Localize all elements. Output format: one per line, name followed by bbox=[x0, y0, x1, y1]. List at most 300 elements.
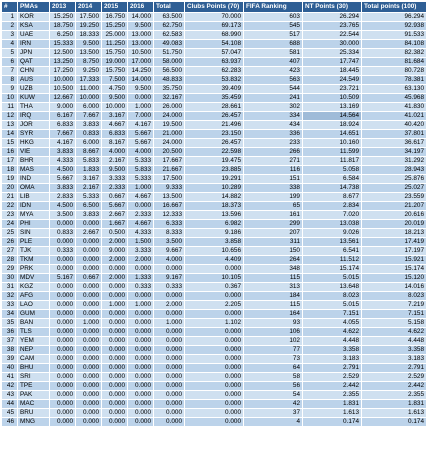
cell-total-points[interactable]: 3.183 bbox=[362, 355, 427, 364]
cell-2014[interactable]: 0.667 bbox=[76, 274, 102, 283]
cell-total-points[interactable]: 25.027 bbox=[362, 184, 427, 193]
cell-2015[interactable]: 2.000 bbox=[102, 256, 128, 265]
cell-nt-points[interactable]: 26.294 bbox=[303, 13, 362, 22]
cell-2014[interactable]: 0.000 bbox=[76, 238, 102, 247]
cell-2016[interactable]: 0.000 bbox=[128, 337, 154, 346]
cell-2015[interactable]: 0.000 bbox=[102, 337, 128, 346]
cell-2015[interactable]: 3.333 bbox=[102, 175, 128, 184]
cell-2013[interactable]: 0.000 bbox=[50, 400, 76, 409]
cell-clubs-points[interactable]: 0.000 bbox=[185, 265, 244, 274]
cell-2013[interactable]: 0.000 bbox=[50, 238, 76, 247]
cell-2013[interactable]: 0.000 bbox=[50, 409, 76, 418]
cell-nt-points[interactable]: 3.358 bbox=[303, 346, 362, 355]
cell-pma[interactable]: PLE bbox=[18, 238, 50, 247]
cell-total-points[interactable]: 63.130 bbox=[362, 85, 427, 94]
cell-total[interactable]: 0.333 bbox=[154, 283, 185, 292]
cell-2015[interactable]: 11.250 bbox=[102, 40, 128, 49]
cell-pma[interactable]: VIE bbox=[18, 148, 50, 157]
cell-2014[interactable]: 7.667 bbox=[76, 112, 102, 121]
cell-clubs-points[interactable]: 53.832 bbox=[185, 76, 244, 85]
cell-2015[interactable]: 8.167 bbox=[102, 139, 128, 148]
cell-fifa-ranking[interactable]: 4 bbox=[244, 418, 303, 427]
cell-2014[interactable]: 0.000 bbox=[76, 373, 102, 382]
cell-total-points[interactable]: 45.968 bbox=[362, 94, 427, 103]
cell-2014[interactable]: 0.000 bbox=[76, 400, 102, 409]
cell-pma[interactable]: TPE bbox=[18, 382, 50, 391]
cell-total[interactable]: 6.333 bbox=[154, 220, 185, 229]
cell-pma[interactable]: GUM bbox=[18, 310, 50, 319]
cell-total-points[interactable]: 15.120 bbox=[362, 274, 427, 283]
cell-2013[interactable]: 13.250 bbox=[50, 58, 76, 67]
cell-2016[interactable]: 0.000 bbox=[128, 319, 154, 328]
cell-pma[interactable]: QAT bbox=[18, 58, 50, 67]
cell-clubs-points[interactable]: 0.000 bbox=[185, 391, 244, 400]
cell-total-points[interactable]: 41.021 bbox=[362, 112, 427, 121]
cell-2013[interactable]: 10.500 bbox=[50, 85, 76, 94]
cell-2013[interactable]: 3.833 bbox=[50, 184, 76, 193]
cell-2015[interactable]: 0.000 bbox=[102, 391, 128, 400]
cell-fifa-ranking[interactable]: 544 bbox=[244, 85, 303, 94]
table-row[interactable] bbox=[2, 211, 427, 220]
cell-rank[interactable]: 11 bbox=[2, 103, 18, 112]
cell-nt-points[interactable]: 2.529 bbox=[303, 373, 362, 382]
cell-2013[interactable]: 0.000 bbox=[50, 256, 76, 265]
cell-total[interactable]: 1.000 bbox=[154, 319, 185, 328]
cell-rank[interactable]: 23 bbox=[2, 211, 18, 220]
cell-2013[interactable]: 7.667 bbox=[50, 130, 76, 139]
cell-pma[interactable]: SRI bbox=[18, 373, 50, 382]
cell-2014[interactable]: 2.667 bbox=[76, 229, 102, 238]
cell-nt-points[interactable]: 30.000 bbox=[303, 40, 362, 49]
cell-fifa-ranking[interactable]: 58 bbox=[244, 373, 303, 382]
cell-2016[interactable]: 4.167 bbox=[128, 121, 154, 130]
cell-clubs-points[interactable]: 54.108 bbox=[185, 40, 244, 49]
table-row[interactable] bbox=[2, 184, 427, 193]
table-row[interactable] bbox=[2, 382, 427, 391]
cell-nt-points[interactable]: 10.509 bbox=[303, 94, 362, 103]
cell-total-points[interactable]: 2.529 bbox=[362, 373, 427, 382]
table-row[interactable] bbox=[2, 67, 427, 76]
cell-pma[interactable]: PRK bbox=[18, 265, 50, 274]
cell-rank[interactable]: 16 bbox=[2, 148, 18, 157]
cell-nt-points[interactable]: 7.151 bbox=[303, 310, 362, 319]
cell-total[interactable]: 17.500 bbox=[154, 175, 185, 184]
cell-total[interactable]: 51.750 bbox=[154, 49, 185, 58]
table-row[interactable] bbox=[2, 418, 427, 427]
cell-clubs-points[interactable]: 0.000 bbox=[185, 346, 244, 355]
cell-2015[interactable]: 1.000 bbox=[102, 301, 128, 310]
table-row[interactable] bbox=[2, 265, 427, 274]
cell-total[interactable]: 13.500 bbox=[154, 193, 185, 202]
cell-2015[interactable]: 0.000 bbox=[102, 319, 128, 328]
cell-2014[interactable]: 0.000 bbox=[76, 301, 102, 310]
table-row[interactable] bbox=[2, 319, 427, 328]
cell-fifa-ranking[interactable]: 102 bbox=[244, 337, 303, 346]
cell-2014[interactable]: 1.833 bbox=[76, 166, 102, 175]
cell-2014[interactable]: 0.000 bbox=[76, 283, 102, 292]
cell-total-points[interactable]: 34.197 bbox=[362, 148, 427, 157]
cell-2016[interactable]: 3.333 bbox=[128, 247, 154, 256]
cell-rank[interactable]: 3 bbox=[2, 31, 18, 40]
cell-clubs-points[interactable]: 26.457 bbox=[185, 139, 244, 148]
table-row[interactable] bbox=[2, 310, 427, 319]
cell-nt-points[interactable]: 2.355 bbox=[303, 391, 362, 400]
cell-2016[interactable]: 9.500 bbox=[128, 22, 154, 31]
cell-fifa-ranking[interactable]: 64 bbox=[244, 364, 303, 373]
cell-total[interactable]: 9.333 bbox=[154, 184, 185, 193]
cell-rank[interactable]: 44 bbox=[2, 400, 18, 409]
cell-nt-points[interactable]: 5.015 bbox=[303, 274, 362, 283]
cell-total[interactable]: 0.000 bbox=[154, 337, 185, 346]
cell-rank[interactable]: 24 bbox=[2, 220, 18, 229]
cell-2013[interactable]: 10.000 bbox=[50, 76, 76, 85]
cell-2016[interactable]: 0.000 bbox=[128, 391, 154, 400]
cell-nt-points[interactable]: 7.020 bbox=[303, 211, 362, 220]
cell-2013[interactable]: 0.833 bbox=[50, 229, 76, 238]
cell-total-points[interactable]: 14.016 bbox=[362, 283, 427, 292]
cell-2016[interactable]: 5.833 bbox=[128, 166, 154, 175]
cell-clubs-points[interactable]: 22.598 bbox=[185, 148, 244, 157]
cell-rank[interactable]: 40 bbox=[2, 364, 18, 373]
cell-fifa-ranking[interactable]: 563 bbox=[244, 76, 303, 85]
cell-total-points[interactable]: 2.442 bbox=[362, 382, 427, 391]
cell-nt-points[interactable]: 0.174 bbox=[303, 418, 362, 427]
cell-fifa-ranking[interactable]: 311 bbox=[244, 238, 303, 247]
cell-fifa-ranking[interactable]: 56 bbox=[244, 382, 303, 391]
cell-2013[interactable]: 0.000 bbox=[50, 265, 76, 274]
cell-total[interactable]: 35.750 bbox=[154, 85, 185, 94]
cell-2016[interactable]: 0.000 bbox=[128, 94, 154, 103]
cell-fifa-ranking[interactable]: 150 bbox=[244, 247, 303, 256]
cell-pma[interactable]: CHN bbox=[18, 67, 50, 76]
cell-2015[interactable]: 2.000 bbox=[102, 274, 128, 283]
cell-clubs-points[interactable]: 13.596 bbox=[185, 211, 244, 220]
cell-2013[interactable]: 15.333 bbox=[50, 40, 76, 49]
cell-rank[interactable]: 19 bbox=[2, 175, 18, 184]
table-row[interactable] bbox=[2, 256, 427, 265]
cell-nt-points[interactable]: 5.058 bbox=[303, 166, 362, 175]
cell-total[interactable]: 9.667 bbox=[154, 247, 185, 256]
cell-total[interactable]: 32.167 bbox=[154, 94, 185, 103]
cell-2016[interactable]: 0.000 bbox=[128, 373, 154, 382]
cell-2016[interactable]: 14.250 bbox=[128, 67, 154, 76]
cell-total-points[interactable]: 20.616 bbox=[362, 211, 427, 220]
cell-pma[interactable]: PAK bbox=[18, 391, 50, 400]
cell-nt-points[interactable]: 18.445 bbox=[303, 67, 362, 76]
cell-pma[interactable]: NEP bbox=[18, 346, 50, 355]
cell-2016[interactable]: 0.000 bbox=[128, 328, 154, 337]
cell-total[interactable]: 49.083 bbox=[154, 40, 185, 49]
cell-total-points[interactable]: 37.801 bbox=[362, 130, 427, 139]
cell-nt-points[interactable]: 2.791 bbox=[303, 364, 362, 373]
cell-pma[interactable]: THA bbox=[18, 103, 50, 112]
cell-pma[interactable]: MAS bbox=[18, 166, 50, 175]
cell-2014[interactable]: 17.333 bbox=[76, 76, 102, 85]
cell-2014[interactable]: 0.000 bbox=[76, 265, 102, 274]
table-row[interactable] bbox=[2, 373, 427, 382]
cell-2014[interactable]: 0.000 bbox=[76, 418, 102, 427]
table-row[interactable] bbox=[2, 364, 427, 373]
cell-2016[interactable]: 0.000 bbox=[128, 310, 154, 319]
cell-total[interactable]: 4.000 bbox=[154, 256, 185, 265]
cell-fifa-ranking[interactable]: 407 bbox=[244, 58, 303, 67]
cell-2014[interactable]: 3.833 bbox=[76, 211, 102, 220]
cell-2013[interactable]: 5.167 bbox=[50, 274, 76, 283]
table-row[interactable] bbox=[2, 229, 427, 238]
cell-rank[interactable]: 36 bbox=[2, 328, 18, 337]
cell-total-points[interactable]: 1.613 bbox=[362, 409, 427, 418]
cell-clubs-points[interactable]: 0.000 bbox=[185, 382, 244, 391]
cell-rank[interactable]: 7 bbox=[2, 67, 18, 76]
cell-total[interactable]: 0.000 bbox=[154, 400, 185, 409]
cell-2014[interactable]: 18.333 bbox=[76, 31, 102, 40]
cell-nt-points[interactable]: 3.183 bbox=[303, 355, 362, 364]
cell-total-points[interactable]: 21.207 bbox=[362, 202, 427, 211]
table-row[interactable] bbox=[2, 328, 427, 337]
cell-2014[interactable]: 0.000 bbox=[76, 391, 102, 400]
cell-pma[interactable]: AUS bbox=[18, 76, 50, 85]
cell-nt-points[interactable]: 11.512 bbox=[303, 256, 362, 265]
cell-2015[interactable]: 0.000 bbox=[102, 418, 128, 427]
cell-fifa-ranking[interactable]: 207 bbox=[244, 229, 303, 238]
cell-clubs-points[interactable]: 0.000 bbox=[185, 337, 244, 346]
table-row[interactable] bbox=[2, 148, 427, 157]
cell-nt-points[interactable]: 22.544 bbox=[303, 31, 362, 40]
cell-rank[interactable]: 6 bbox=[2, 58, 18, 67]
cell-pma[interactable]: CAM bbox=[18, 355, 50, 364]
cell-total[interactable]: 21.000 bbox=[154, 130, 185, 139]
cell-total-points[interactable]: 17.419 bbox=[362, 238, 427, 247]
cell-rank[interactable]: 37 bbox=[2, 337, 18, 346]
cell-fifa-ranking[interactable]: 233 bbox=[244, 139, 303, 148]
cell-pma[interactable]: KUW bbox=[18, 94, 50, 103]
cell-clubs-points[interactable]: 68.990 bbox=[185, 31, 244, 40]
cell-total[interactable]: 0.000 bbox=[154, 373, 185, 382]
table-row[interactable] bbox=[2, 40, 427, 49]
cell-rank[interactable]: 1 bbox=[2, 13, 18, 22]
cell-2016[interactable]: 13.000 bbox=[128, 31, 154, 40]
cell-2013[interactable]: 12.500 bbox=[50, 49, 76, 58]
cell-rank[interactable]: 10 bbox=[2, 94, 18, 103]
cell-fifa-ranking[interactable]: 161 bbox=[244, 211, 303, 220]
cell-nt-points[interactable]: 13.648 bbox=[303, 283, 362, 292]
cell-nt-points[interactable]: 14.564 bbox=[303, 112, 362, 121]
cell-2015[interactable]: 0.000 bbox=[102, 382, 128, 391]
cell-2015[interactable]: 0.000 bbox=[102, 283, 128, 292]
cell-rank[interactable]: 15 bbox=[2, 139, 18, 148]
cell-fifa-ranking[interactable]: 581 bbox=[244, 49, 303, 58]
cell-total-points[interactable]: 91.533 bbox=[362, 31, 427, 40]
cell-2014[interactable]: 0.000 bbox=[76, 328, 102, 337]
cell-pma[interactable]: TKM bbox=[18, 256, 50, 265]
cell-clubs-points[interactable]: 63.937 bbox=[185, 58, 244, 67]
cell-total-points[interactable]: 8.023 bbox=[362, 292, 427, 301]
cell-nt-points[interactable]: 14.651 bbox=[303, 130, 362, 139]
cell-total-points[interactable]: 81.684 bbox=[362, 58, 427, 67]
cell-rank[interactable]: 2 bbox=[2, 22, 18, 31]
cell-total-points[interactable]: 41.830 bbox=[362, 103, 427, 112]
cell-2016[interactable]: 2.333 bbox=[128, 211, 154, 220]
cell-nt-points[interactable]: 25.334 bbox=[303, 49, 362, 58]
cell-total-points[interactable]: 18.213 bbox=[362, 229, 427, 238]
cell-2013[interactable]: 0.000 bbox=[50, 355, 76, 364]
cell-rank[interactable]: 21 bbox=[2, 193, 18, 202]
cell-rank[interactable]: 26 bbox=[2, 238, 18, 247]
cell-2013[interactable]: 12.667 bbox=[50, 94, 76, 103]
cell-2015[interactable]: 16.750 bbox=[102, 13, 128, 22]
cell-2013[interactable]: 4.333 bbox=[50, 157, 76, 166]
cell-fifa-ranking[interactable]: 42 bbox=[244, 400, 303, 409]
cell-rank[interactable]: 14 bbox=[2, 130, 18, 139]
cell-rank[interactable]: 41 bbox=[2, 373, 18, 382]
cell-2015[interactable]: 4.750 bbox=[102, 85, 128, 94]
cell-nt-points[interactable]: 6.584 bbox=[303, 175, 362, 184]
cell-total-points[interactable]: 96.294 bbox=[362, 13, 427, 22]
cell-2014[interactable]: 3.833 bbox=[76, 121, 102, 130]
cell-clubs-points[interactable]: 14.882 bbox=[185, 193, 244, 202]
cell-total-points[interactable]: 15.921 bbox=[362, 256, 427, 265]
cell-rank[interactable]: 22 bbox=[2, 202, 18, 211]
cell-total-points[interactable]: 82.382 bbox=[362, 49, 427, 58]
table-row[interactable] bbox=[2, 220, 427, 229]
table-row[interactable] bbox=[2, 400, 427, 409]
cell-2015[interactable]: 4.000 bbox=[102, 148, 128, 157]
cell-total[interactable]: 0.000 bbox=[154, 382, 185, 391]
table-row[interactable] bbox=[2, 355, 427, 364]
cell-nt-points[interactable]: 9.026 bbox=[303, 229, 362, 238]
cell-2016[interactable]: 0.000 bbox=[128, 202, 154, 211]
cell-2013[interactable]: 0.000 bbox=[50, 310, 76, 319]
cell-nt-points[interactable]: 2.834 bbox=[303, 202, 362, 211]
cell-nt-points[interactable]: 23.765 bbox=[303, 22, 362, 31]
cell-clubs-points[interactable]: 0.000 bbox=[185, 373, 244, 382]
cell-2014[interactable]: 1.000 bbox=[76, 319, 102, 328]
cell-2013[interactable]: 4.500 bbox=[50, 202, 76, 211]
cell-2016[interactable]: 0.000 bbox=[128, 400, 154, 409]
cell-nt-points[interactable]: 1.613 bbox=[303, 409, 362, 418]
cell-fifa-ranking[interactable]: 517 bbox=[244, 31, 303, 40]
cell-2013[interactable]: 0.000 bbox=[50, 382, 76, 391]
cell-fifa-ranking[interactable]: 37 bbox=[244, 409, 303, 418]
cell-2016[interactable]: 4.667 bbox=[128, 193, 154, 202]
cell-total-points[interactable]: 28.943 bbox=[362, 166, 427, 175]
cell-2016[interactable]: 0.000 bbox=[128, 364, 154, 373]
table-row[interactable] bbox=[2, 94, 427, 103]
cell-clubs-points[interactable]: 4.409 bbox=[185, 256, 244, 265]
cell-2013[interactable]: 0.000 bbox=[50, 319, 76, 328]
cell-2016[interactable]: 2.000 bbox=[128, 256, 154, 265]
cell-pma[interactable]: HKG bbox=[18, 139, 50, 148]
cell-2016[interactable]: 5.333 bbox=[128, 175, 154, 184]
cell-pma[interactable]: MDV bbox=[18, 274, 50, 283]
cell-fifa-ranking[interactable]: 54 bbox=[244, 391, 303, 400]
cell-2015[interactable]: 2.667 bbox=[102, 211, 128, 220]
cell-2013[interactable]: 0.000 bbox=[50, 418, 76, 427]
cell-fifa-ranking[interactable]: 434 bbox=[244, 121, 303, 130]
cell-pma[interactable]: JPN bbox=[18, 49, 50, 58]
cell-total[interactable]: 62.583 bbox=[154, 31, 185, 40]
table-row[interactable] bbox=[2, 85, 427, 94]
cell-clubs-points[interactable]: 10.289 bbox=[185, 184, 244, 193]
cell-total[interactable]: 48.833 bbox=[154, 76, 185, 85]
cell-2014[interactable]: 0.000 bbox=[76, 256, 102, 265]
cell-clubs-points[interactable]: 21.496 bbox=[185, 121, 244, 130]
cell-clubs-points[interactable]: 0.000 bbox=[185, 400, 244, 409]
cell-fifa-ranking[interactable]: 336 bbox=[244, 130, 303, 139]
cell-nt-points[interactable]: 15.174 bbox=[303, 265, 362, 274]
cell-2016[interactable]: 5.667 bbox=[128, 139, 154, 148]
cell-2016[interactable]: 0.000 bbox=[128, 265, 154, 274]
cell-2013[interactable]: 15.250 bbox=[50, 13, 76, 22]
cell-rank[interactable]: 43 bbox=[2, 391, 18, 400]
cell-pma[interactable]: BHR bbox=[18, 157, 50, 166]
cell-nt-points[interactable]: 4.055 bbox=[303, 319, 362, 328]
table-row[interactable] bbox=[2, 193, 427, 202]
cell-total[interactable]: 58.000 bbox=[154, 58, 185, 67]
cell-2015[interactable]: 25.000 bbox=[102, 31, 128, 40]
cell-rank[interactable]: 34 bbox=[2, 310, 18, 319]
cell-rank[interactable]: 42 bbox=[2, 382, 18, 391]
cell-2015[interactable]: 15.750 bbox=[102, 49, 128, 58]
table-row[interactable] bbox=[2, 139, 427, 148]
cell-2015[interactable]: 3.167 bbox=[102, 112, 128, 121]
cell-total-points[interactable]: 40.420 bbox=[362, 121, 427, 130]
cell-2015[interactable]: 0.000 bbox=[102, 265, 128, 274]
cell-pma[interactable]: OMA bbox=[18, 184, 50, 193]
cell-2015[interactable]: 9.500 bbox=[102, 166, 128, 175]
cell-rank[interactable]: 30 bbox=[2, 274, 18, 283]
cell-2015[interactable]: 7.500 bbox=[102, 76, 128, 85]
table-row[interactable] bbox=[2, 130, 427, 139]
cell-fifa-ranking[interactable]: 266 bbox=[244, 148, 303, 157]
cell-2015[interactable]: 9.000 bbox=[102, 247, 128, 256]
cell-rank[interactable]: 13 bbox=[2, 121, 18, 130]
table-row[interactable] bbox=[2, 247, 427, 256]
cell-2016[interactable]: 13.000 bbox=[128, 40, 154, 49]
cell-total[interactable]: 20.500 bbox=[154, 148, 185, 157]
cell-rank[interactable]: 28 bbox=[2, 256, 18, 265]
cell-clubs-points[interactable]: 23.885 bbox=[185, 166, 244, 175]
cell-2014[interactable]: 2.167 bbox=[76, 184, 102, 193]
cell-2015[interactable]: 2.000 bbox=[102, 238, 128, 247]
cell-total[interactable]: 56.500 bbox=[154, 67, 185, 76]
cell-total-points[interactable]: 17.197 bbox=[362, 247, 427, 256]
cell-total-points[interactable]: 25.876 bbox=[362, 175, 427, 184]
table-row[interactable] bbox=[2, 337, 427, 346]
cell-2015[interactable]: 4.667 bbox=[102, 121, 128, 130]
cell-pma[interactable]: BRU bbox=[18, 409, 50, 418]
cell-2015[interactable]: 0.000 bbox=[102, 373, 128, 382]
cell-2014[interactable]: 0.000 bbox=[76, 364, 102, 373]
cell-clubs-points[interactable]: 0.367 bbox=[185, 283, 244, 292]
cell-rank[interactable]: 20 bbox=[2, 184, 18, 193]
cell-2013[interactable]: 0.000 bbox=[50, 328, 76, 337]
cell-2013[interactable]: 5.667 bbox=[50, 175, 76, 184]
cell-nt-points[interactable]: 13.038 bbox=[303, 220, 362, 229]
cell-rank[interactable]: 12 bbox=[2, 112, 18, 121]
cell-rank[interactable]: 39 bbox=[2, 355, 18, 364]
table-row[interactable] bbox=[2, 292, 427, 301]
cell-pma[interactable]: IDN bbox=[18, 202, 50, 211]
table-row[interactable] bbox=[2, 49, 427, 58]
cell-total-points[interactable]: 31.292 bbox=[362, 157, 427, 166]
table-row[interactable] bbox=[2, 274, 427, 283]
cell-2014[interactable]: 5.333 bbox=[76, 193, 102, 202]
table-row[interactable] bbox=[2, 13, 427, 22]
cell-2013[interactable]: 17.250 bbox=[50, 67, 76, 76]
cell-total[interactable]: 0.000 bbox=[154, 364, 185, 373]
cell-2016[interactable]: 0.000 bbox=[128, 346, 154, 355]
